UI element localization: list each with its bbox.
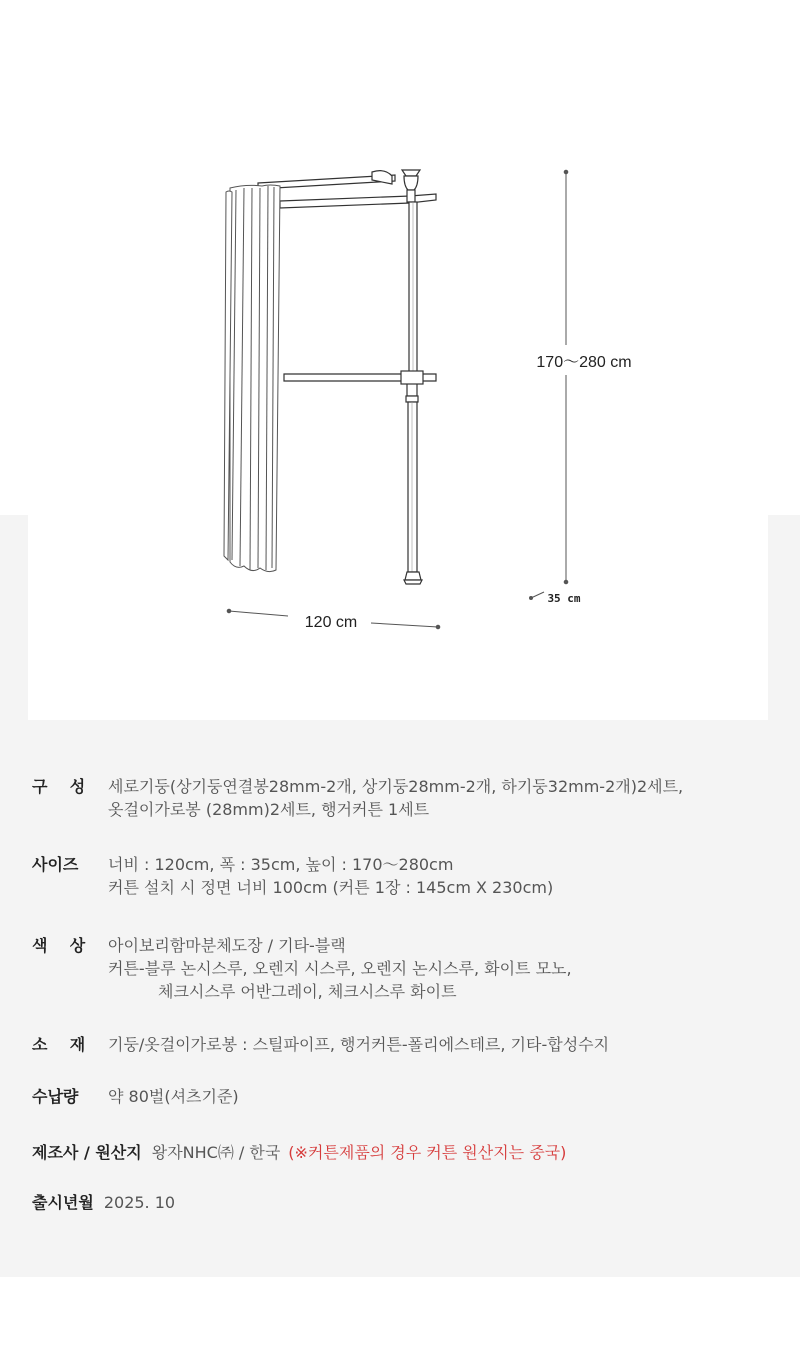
spec-value: 기둥/옷걸이가로봉 : 스틸파이프, 행거커튼-폴리에스테르, 기타-합성수지 xyxy=(108,1035,610,1054)
spec-value: 약 80벌(셔츠기준) xyxy=(108,1087,239,1106)
spec-release xyxy=(32,1191,175,1214)
spec-value: 세로기둥(상기둥연결봉28mm-2개, 상기둥28mm-2개, 하기둥32mm-2개)2세트, xyxy=(108,777,684,796)
height-label: 170～280 cm xyxy=(536,354,632,371)
spec-label: 사이즈 xyxy=(32,855,79,874)
spec-label: 구 성 xyxy=(32,777,86,796)
spec-label: 색 상 xyxy=(32,936,86,955)
spec-value: 아이보리함마분체도장 / 기타-블랙 xyxy=(108,936,346,955)
spec-value: 체크시스루 어반그레이, 체크시스루 화이트 xyxy=(158,982,457,1001)
spec-maker-origin xyxy=(32,1141,566,1164)
spec-material xyxy=(32,1033,609,1056)
width-label: 120 cm xyxy=(304,614,358,631)
curtain xyxy=(224,185,280,572)
spec-label: 수납량 xyxy=(32,1087,79,1106)
vertical-pole xyxy=(404,202,422,584)
spec-label: 제조사 / 원산지 xyxy=(32,1143,142,1162)
spec-value: 왕자NHC㈜ / 한국 xyxy=(151,1143,281,1162)
spec-color xyxy=(32,934,572,1003)
depth-label: 35 cm xyxy=(547,592,581,605)
curtain-origin-note: (※커튼제품의 경우 커튼 원산지는 중국) xyxy=(288,1143,567,1162)
spec-value: 2025. 10 xyxy=(103,1193,176,1212)
spec-value: 커튼-블루 논시스루, 오렌지 시스루, 오렌지 논시스루, 화이트 모노, xyxy=(108,959,572,978)
spec-label: 출시년월 xyxy=(32,1193,94,1212)
spec-value: 너비 : 120cm, 폭 : 35cm, 높이 : 170～280cm xyxy=(108,855,454,874)
spec-composition xyxy=(32,775,683,821)
spec-value: 커튼 설치 시 정면 너비 100cm (커튼 1장 : 145cm X 230cm) xyxy=(108,878,554,897)
lower-rod xyxy=(284,371,436,384)
spec-size xyxy=(32,853,553,899)
spec-value: 옷걸이가로봉 (28mm)2세트, 행거커튼 1세트 xyxy=(108,800,430,819)
spec-capacity xyxy=(32,1085,239,1108)
spec-label: 소 재 xyxy=(32,1035,86,1054)
